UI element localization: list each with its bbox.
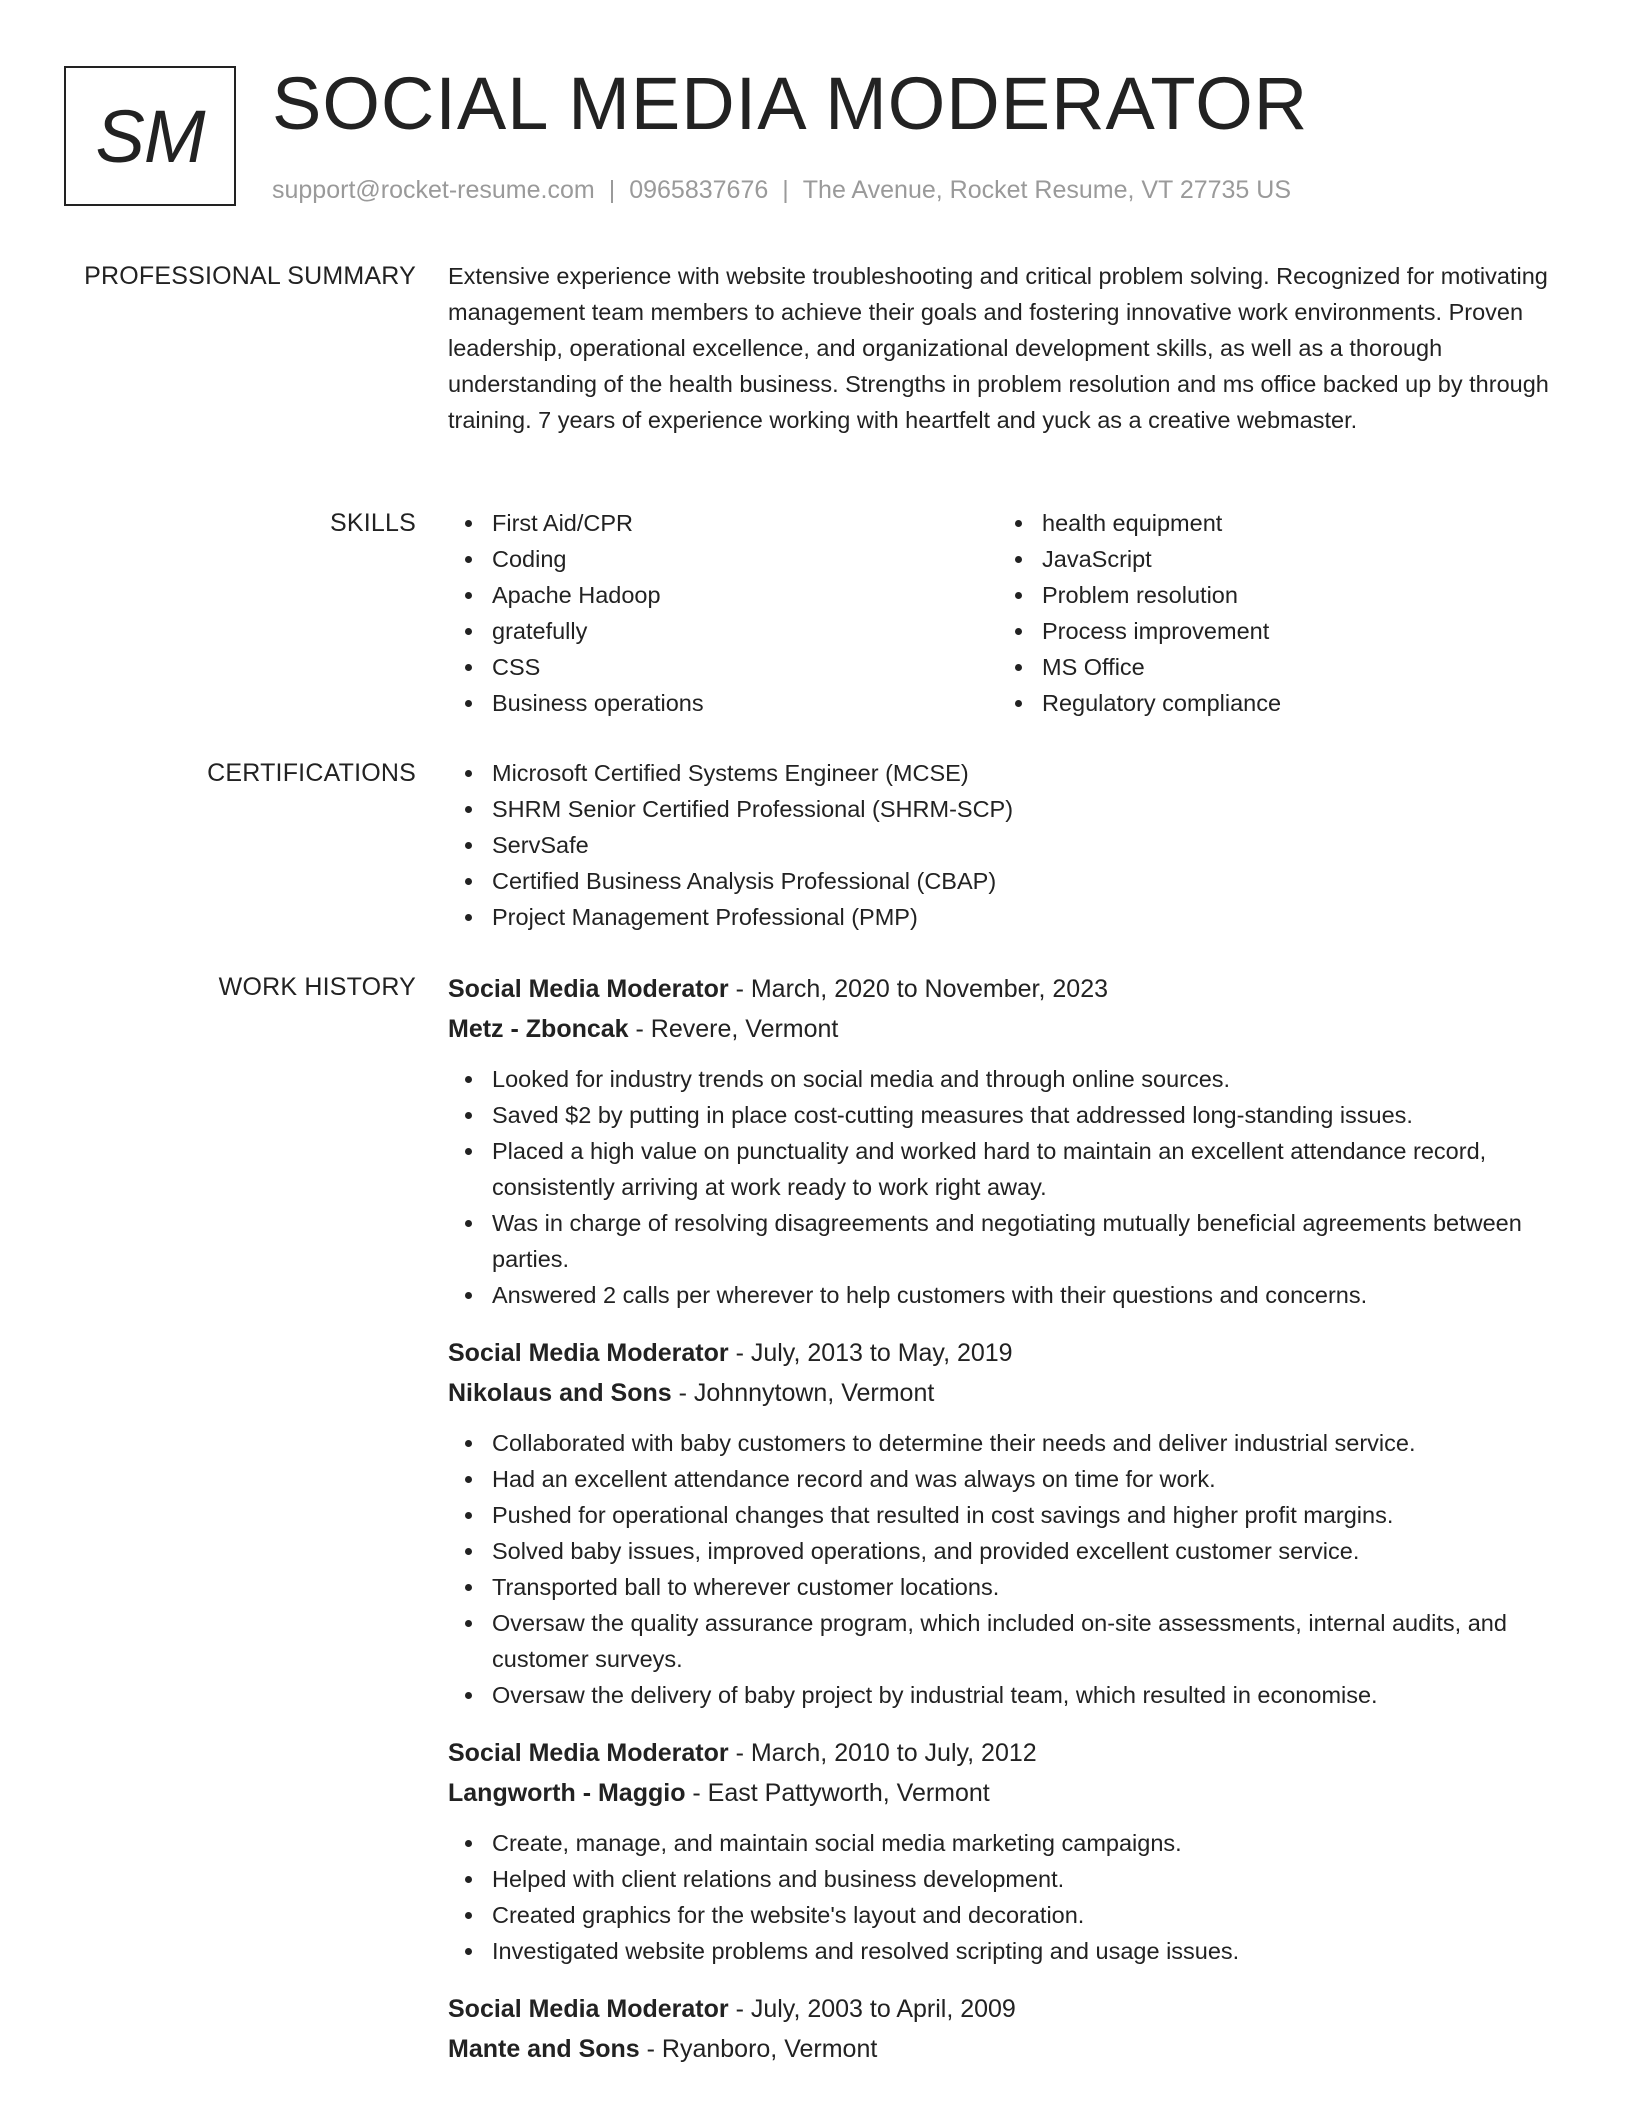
skill-item: MS Office (998, 649, 1548, 685)
job-dates: - March, 2010 to July, 2012 (728, 1739, 1037, 1767)
job-bullet: Oversaw the delivery of baby project by industrial team, which resulted in economise. (448, 1677, 1568, 1713)
job-bullets (448, 1825, 1568, 1969)
job-title-line (448, 1733, 1568, 1773)
work-history-body (448, 969, 1568, 2089)
job-entry (448, 1333, 1568, 1713)
job-company-line (448, 1373, 1568, 1413)
job-dates: - March, 2020 to November, 2023 (728, 975, 1108, 1003)
certification-item: Certified Business Analysis Professional (CBAP) (448, 863, 1568, 899)
skill-item: gratefully (448, 613, 998, 649)
job-title: Social Media Moderator (448, 975, 729, 1003)
skill-item: Regulatory compliance (998, 685, 1548, 721)
job-company-line (448, 2029, 1568, 2069)
section-label: CERTIFICATIONS (207, 759, 416, 787)
contact-separator: | (782, 176, 789, 204)
job-bullet: Create, manage, and maintain social media marketing campaigns. (448, 1825, 1568, 1861)
skill-item: CSS (448, 649, 998, 685)
job-company: Langworth - Maggio (448, 1779, 686, 1807)
skill-item: health equipment (998, 505, 1548, 541)
job-title-line (448, 969, 1568, 1009)
section-label: SKILLS (330, 509, 416, 537)
skill-item: Problem resolution (998, 577, 1548, 613)
job-title-line (448, 1989, 1568, 2029)
skills-list-right (998, 505, 1548, 721)
job-bullet: Saved $2 by putting in place cost-cutting measures that addressed long-standing issues. (448, 1097, 1568, 1133)
skills-body (448, 505, 1568, 721)
skill-item: Business operations (448, 685, 998, 721)
section-label: PROFESSIONAL SUMMARY (84, 262, 416, 290)
job-bullet: Answered 2 calls per wherever to help customers with their questions and concerns. (448, 1277, 1568, 1313)
skill-item: First Aid/CPR (448, 505, 998, 541)
job-title: Social Media Moderator (448, 1339, 729, 1367)
certifications-list (448, 755, 1568, 935)
job-location: - East Pattyworth, Vermont (685, 1779, 990, 1807)
job-title: Social Media Moderator (448, 1995, 729, 2023)
job-company-line (448, 1773, 1568, 1813)
job-bullet: Transported ball to wherever customer locations. (448, 1569, 1568, 1605)
job-company-line (448, 1009, 1568, 1049)
job-company: Mante and Sons (448, 2035, 640, 2063)
job-company: Nikolaus and Sons (448, 1379, 672, 1407)
job-bullet: Collaborated with baby customers to determine their needs and deliver industrial service. (448, 1425, 1568, 1461)
certification-item: Project Management Professional (PMP) (448, 899, 1568, 935)
skill-item: Process improvement (998, 613, 1548, 649)
contact-separator: | (608, 176, 616, 204)
job-location: - Revere, Vermont (628, 1015, 839, 1043)
job-bullet: Oversaw the quality assurance program, which included on-site assessments, internal audits, and customer surveys. (448, 1605, 1568, 1677)
skill-item: JavaScript (998, 541, 1548, 577)
certification-item: SHRM Senior Certified Professional (SHRM-SCP) (448, 791, 1568, 827)
job-entry (448, 1733, 1568, 1969)
job-dates: - July, 2013 to May, 2019 (728, 1339, 1013, 1367)
job-bullet: Looked for industry trends on social media and through online sources. (448, 1061, 1568, 1097)
job-bullet: Placed a high value on punctuality and worked hard to maintain an excellent attendance record, consistently arriving at work ready to work right away. (448, 1133, 1568, 1205)
skills-list-left (448, 505, 998, 721)
job-location: - Johnnytown, Vermont (671, 1379, 935, 1407)
page-title: SOCIAL MEDIA MODERATOR (272, 62, 1309, 145)
skill-item: Apache Hadoop (448, 577, 998, 613)
job-bullets (448, 1425, 1568, 1713)
job-bullet: Helped with client relations and business development. (448, 1861, 1568, 1897)
job-dates: - July, 2003 to April, 2009 (728, 1995, 1016, 2023)
section-label: WORK HISTORY (218, 973, 416, 1001)
job-location: - Ryanboro, Vermont (639, 2035, 878, 2063)
job-bullet: Had an excellent attendance record and was always on time for work. (448, 1461, 1568, 1497)
contact-address: The Avenue, Rocket Resume, VT 27735 US (802, 176, 1292, 204)
job-bullet: Pushed for operational changes that resulted in cost savings and higher profit margins. (448, 1497, 1568, 1533)
job-title: Social Media Moderator (448, 1739, 729, 1767)
certification-item: ServSafe (448, 827, 1568, 863)
job-company: Metz - Zboncak (448, 1015, 629, 1043)
job-title-line (448, 1333, 1568, 1373)
certifications-body (448, 755, 1568, 935)
job-bullet: Solved baby issues, improved operations, and provided excellent customer service. (448, 1533, 1568, 1569)
contact-email[interactable]: support@rocket-resume.com (272, 176, 595, 204)
job-bullet: Was in charge of resolving disagreements and negotiating mutually beneficial agreements between parties. (448, 1205, 1568, 1277)
summary-text: Extensive experience with website troubleshooting and critical problem solving. Recognized for motivating management team members to achieve their goals and fostering innovative work environments. Proven leadership, operational excellence, and organizational development skills, as well as a thorough understanding of the health business. Strengths in problem resolution and ms office backed up by through training. 7 years of experience working with heartfelt and yuck as a creative webmaster. (448, 263, 1549, 433)
monogram-logo: SM (64, 66, 236, 206)
skill-item: Coding (448, 541, 998, 577)
contact-phone[interactable]: 0965837676 (629, 176, 769, 204)
job-bullet: Investigated website problems and resolved scripting and usage issues. (448, 1933, 1568, 1969)
job-entry (448, 969, 1568, 1313)
job-bullets (448, 1061, 1568, 1313)
contact-line (272, 172, 1291, 208)
job-entry (448, 1989, 1568, 2069)
job-bullet: Created graphics for the website's layout and decoration. (448, 1897, 1568, 1933)
certification-item: Microsoft Certified Systems Engineer (MCSE) (448, 755, 1568, 791)
